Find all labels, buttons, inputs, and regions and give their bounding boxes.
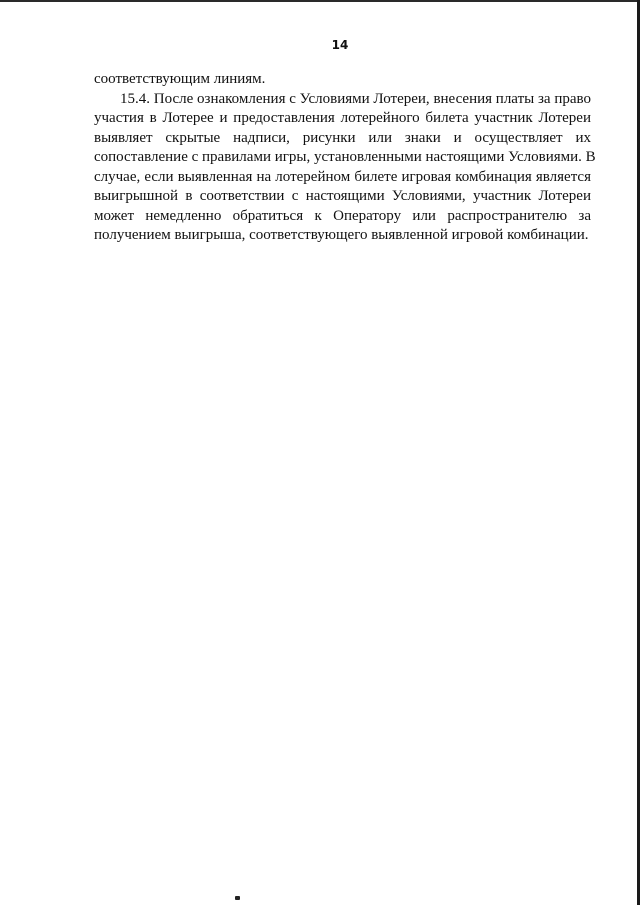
scan-top-edge — [0, 0, 640, 2]
scan-speck — [235, 896, 240, 900]
text-line: участия в Лотерее и предоставления лотерейного билета участник Лотереи — [94, 110, 591, 126]
page-number: 14 — [331, 38, 349, 52]
text-line: получением выигрыша, соответствующего выявленной игровой комбинации. — [94, 227, 589, 243]
text-line: может немедленно обратиться к Оператору или распространителю за — [94, 207, 591, 224]
text-line: соответствующим линиям. — [94, 71, 266, 87]
text-line: 15.4. После ознакомления с Условиями Лотереи, внесения платы за право — [120, 90, 591, 107]
text-line: сопоставление с правилами игры, установленными настоящими Условиями. В — [94, 149, 596, 165]
text-line: случае, если выявленная на лотерейном билете игровая комбинация является — [94, 168, 591, 185]
text-line: выявляет скрытые надписи, рисунки или знаки и осуществляет их — [94, 129, 591, 146]
text-line: выигрышной в соответствии с настоящими Условиями, участник Лотереи — [94, 188, 591, 204]
body-text — [94, 70, 596, 246]
